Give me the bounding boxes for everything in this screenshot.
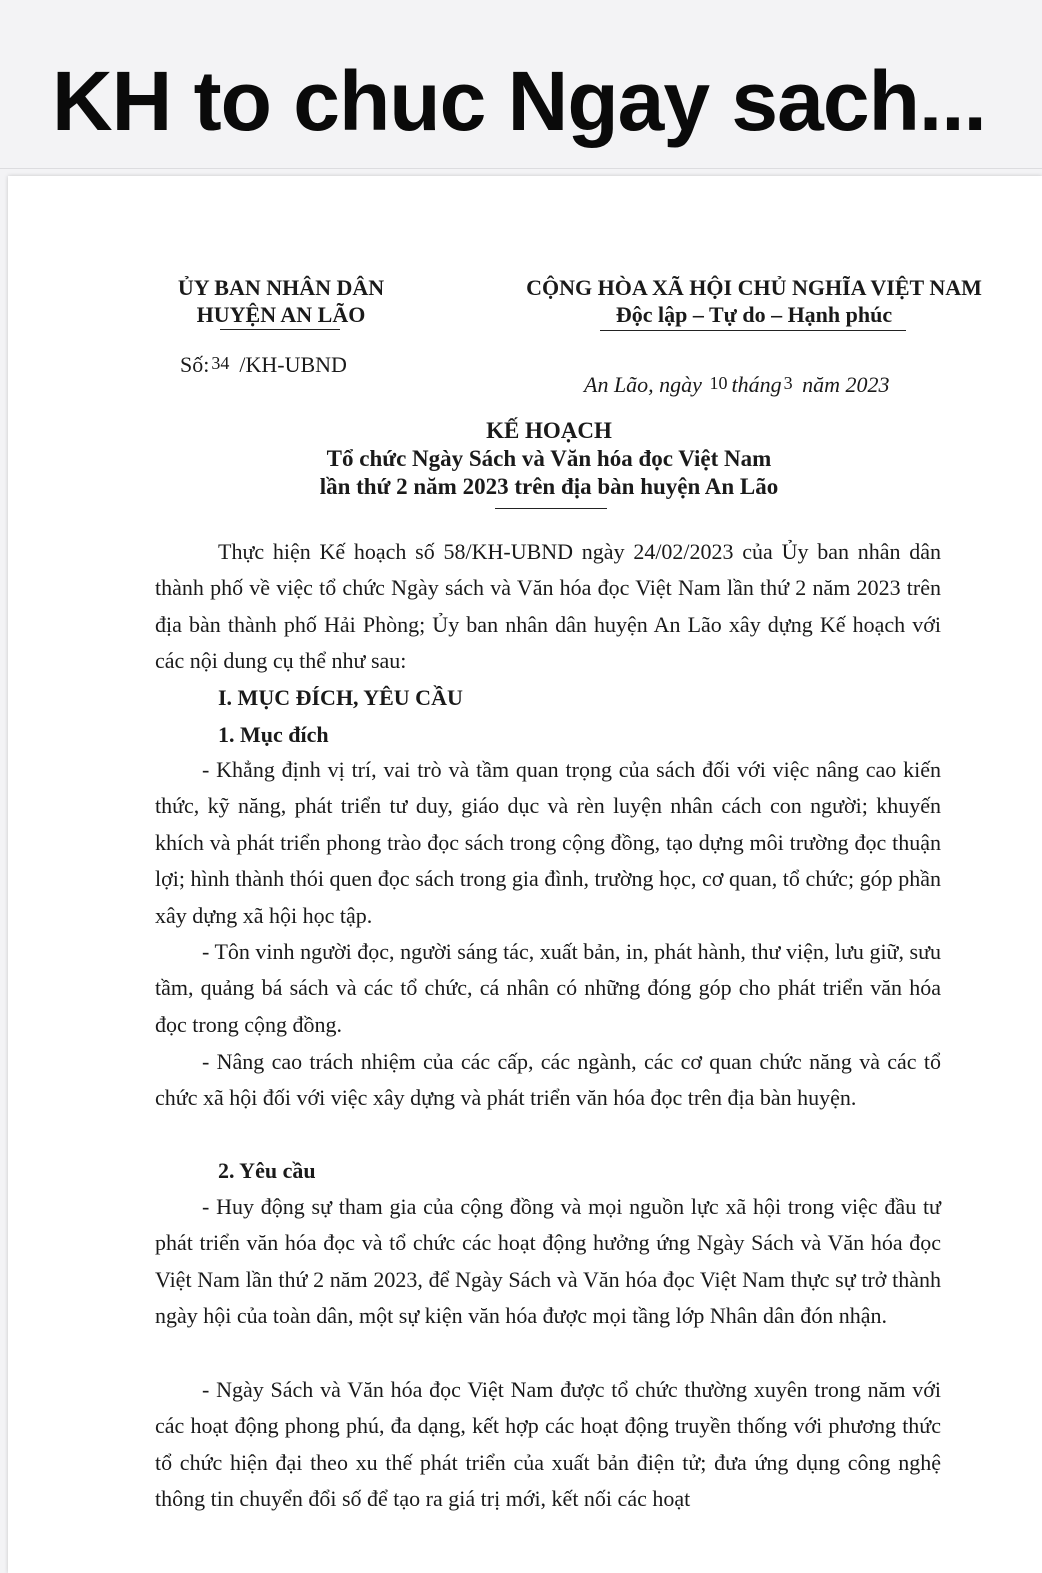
plan-title-line-1: Tổ chức Ngày Sách và Văn hóa đọc Việt Nam [326,446,772,471]
issuer-name: ỦY BAN NHÂN DÂN [177,275,385,300]
section-1-heading: I. MỤC ĐÍCH, YÊU CẦU [218,685,463,710]
document-page[interactable] [8,176,1042,1573]
date-month-label: tháng [731,372,782,397]
issuer-district: HUYỆN AN LÃO [196,302,366,327]
date-place: An Lão, ngày [584,372,702,397]
intro-paragraph: Thực hiện Kế hoạch số 58/KH-UBND ngày 24/02/2023 của Ủy ban nhân dân thành phố về việc tổ chức Ngày sách và Văn hóa đọc Việt Nam lần thứ 2 năm 2023 trên địa bàn thành phố Hải Phòng; Ủy ban nhân dân huyện An Lão xây dựng Kế hoạch với các nội dung cụ thể như sau: [155,539,941,674]
country-name: CỘNG HÒA XÃ HỘI CHỦ NGHĨA VIỆT NAM [526,275,982,300]
file-title: KH to chuc Ngay sach... [52,54,986,148]
date-year: năm 2023 [802,372,890,397]
issue-date [584,369,889,399]
subsection-purpose-heading: 1. Mục đích [218,722,329,747]
doc-number-prefix: Số: [180,352,210,377]
doc-number-value: 34 [211,353,230,373]
doc-number-suffix: /KH-UBND [239,352,347,377]
requirement-item: - Ngày Sách và Văn hóa đọc Việt Nam được tổ chức thường xuyên trong năm với các hoạt động phong phú, đa dạng, kết hợp các hoạt động truyền thống với phương thức tổ chức hiện đại theo xu thế phát triển của xuất bản điện tử; đưa ứng dụng công nghệ thông tin chuyển đổi số để tạo ra giá trị mới, kết nối các hoạt [155,1377,941,1512]
plan-title-line-2: lần thứ 2 năm 2023 trên địa bàn huyện An Lão [319,474,779,499]
purpose-item: - Tôn vinh người đọc, người sáng tác, xuất bản, in, phát hành, thư viện, lưu giữ, sưu tầm, quảng bá sách và các tổ chức, cá nhân có những đóng góp cho phát triển văn hóa đọc trong cộng đồng. [155,939,941,1037]
motto-underline [600,330,906,331]
subsection-requirements-heading: 2. Yêu cầu [218,1158,316,1183]
file-title-bar [0,0,1042,169]
purpose-item: - Khẳng định vị trí, vai trò và tầm quan trọng của sách đối với việc nâng cao kiến thức, kỹ năng, phát triển tư duy, giáo dục và rèn luyện nhân cách con người; khuyến khích và phát triển phong trào đọc sách trong cộng đồng, tạo dựng môi trường đọc thuận lợi; hình thành thói quen đọc sách trong gia đình, trường học, cơ quan, tổ chức; góp phần xây dựng xã hội học tập. [155,757,941,928]
purpose-item: - Nâng cao trách nhiệm của các cấp, các ngành, các cơ quan chức năng và các tổ chức xã hội đối với việc xây dựng và phát triển văn hóa đọc trên địa bàn huyện. [155,1049,941,1111]
plan-type: KẾ HOẠCH [486,418,612,443]
title-underline [495,508,607,509]
date-day: 10 [709,373,728,393]
requirement-item: - Huy động sự tham gia của cộng đồng và mọi nguồn lực xã hội trong việc đầu tư phát triển văn hóa đọc và tổ chức các hoạt động hưởng ứng Ngày Sách và Văn hóa đọc Việt Nam lần thứ 2 năm 2023, để Ngày Sách và Văn hóa đọc Việt Nam thực sự trở thành ngày hội của toàn dân, một sự kiện văn hóa được mọi tầng lớp Nhân dân đón nhận. [155,1194,941,1329]
date-month: 3 [783,373,793,393]
document-number [180,349,347,379]
national-motto: Độc lập – Tự do – Hạnh phúc [615,302,893,327]
issuer-underline [220,329,340,330]
